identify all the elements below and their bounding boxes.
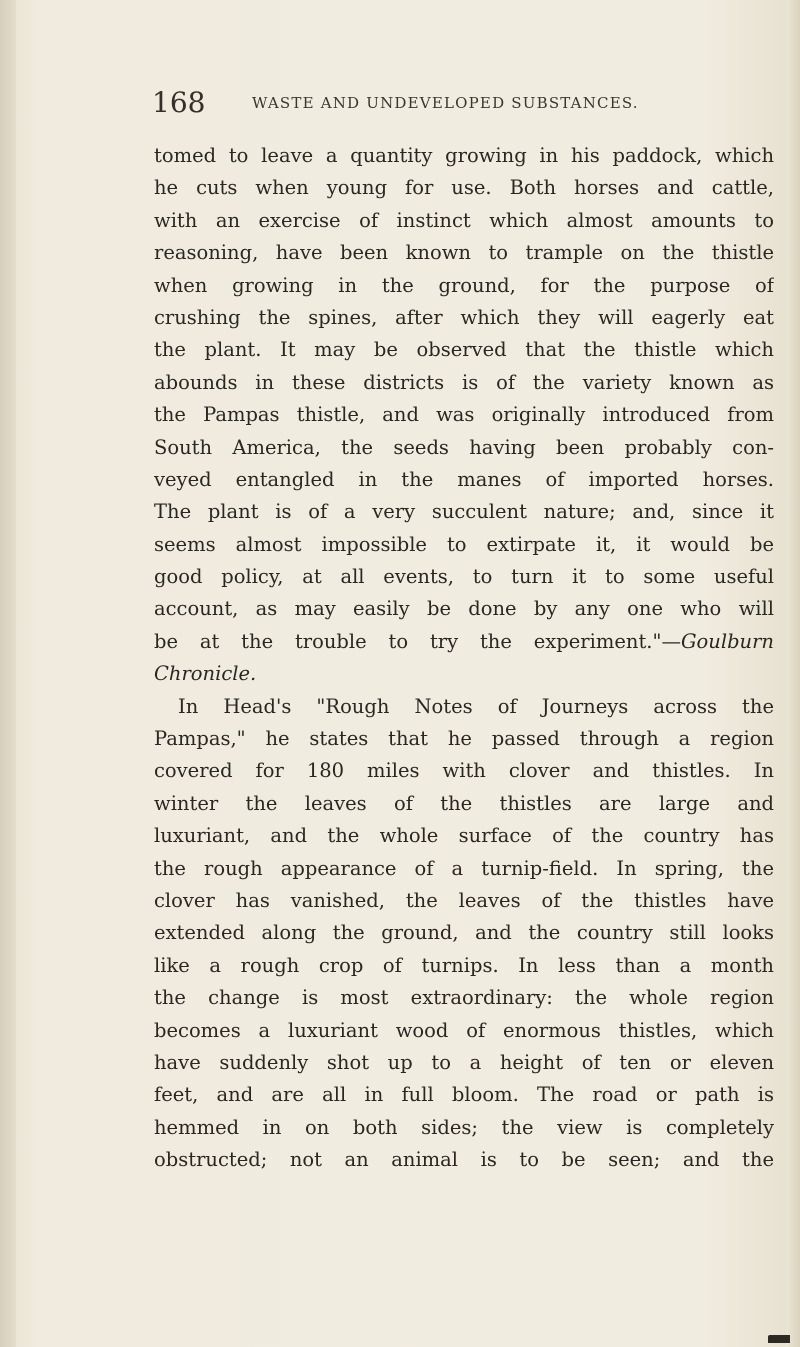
text-line: feet, and are all in full bloom. The road or path is (154, 1083, 774, 1107)
body-text (154, 140, 774, 1177)
text-line: account, as may easily be done by any one who will (154, 597, 774, 621)
paragraph-start: In Head's "Rough Notes of Journeys across the (178, 694, 774, 718)
source-attribution: Chronicle. (154, 662, 257, 686)
text-line: seems almost impossible to extirpate it, it would be (154, 532, 774, 556)
text-line: with an exercise of instinct which almost amounts to (154, 208, 774, 232)
page-number: 168 (152, 86, 206, 119)
text-line: reasoning, have been known to trample on the thistle (154, 241, 774, 265)
text-line: extended along the ground, and the country still looks (154, 921, 774, 945)
text-line: winter the leaves of the thistles are large and (154, 791, 774, 815)
text-line: abounds in these districts is of the variety known as (154, 370, 774, 394)
text-line: veyed entangled in the manes of imported horses. (154, 467, 774, 491)
text-line: luxuriant, and the whole surface of the country has (154, 824, 774, 848)
page-binding-edge (0, 0, 16, 1347)
text-line: crushing the spines, after which they will eagerly eat (154, 305, 774, 329)
running-head: WASTE AND UNDEVELOPED SUBSTANCES. (252, 94, 639, 112)
text-line: have suddenly shot up to a height of ten or eleven (154, 1050, 774, 1074)
text-line: Pampas," he states that he passed through a region (154, 727, 774, 751)
text-line: when growing in the ground, for the purpose of (154, 273, 774, 297)
text-line-with-source: be at the trouble to try the experiment."—Goulburn (154, 629, 774, 653)
text-line: clover has vanished, the leaves of the thistles have (154, 888, 774, 912)
text-line: The plant is of a very succulent nature; and, since it (154, 500, 774, 524)
text-line: South America, the seeds having been probably con- (154, 435, 774, 459)
text-line: he cuts when young for use. Both horses and cattle, (154, 176, 774, 200)
text-line: the rough appearance of a turnip-field. In spring, the (154, 856, 774, 880)
text-line: obstructed; not an animal is to be seen; and the (154, 1148, 774, 1172)
text-line: covered for 180 miles with clover and thistles. In (154, 759, 774, 783)
text-line: becomes a luxuriant wood of enormous thistles, which (154, 1018, 774, 1042)
page-right-edge (786, 0, 800, 1347)
text-line: like a rough crop of turnips. In less than a month (154, 953, 774, 977)
text-line: the Pampas thistle, and was originally introduced from (154, 403, 774, 427)
page-corner-mark (768, 1335, 790, 1343)
text-line: the change is most extraordinary: the whole region (154, 986, 774, 1010)
text-line: hemmed in on both sides; the view is completely (154, 1115, 774, 1139)
source-name: Goulburn (680, 629, 774, 653)
text-line: tomed to leave a quantity growing in his paddock, which (154, 144, 774, 167)
page-header (152, 86, 752, 126)
text-line: the plant. It may be observed that the thistle which (154, 338, 774, 362)
text-line: good policy, at all events, to turn it to some useful (154, 565, 774, 589)
